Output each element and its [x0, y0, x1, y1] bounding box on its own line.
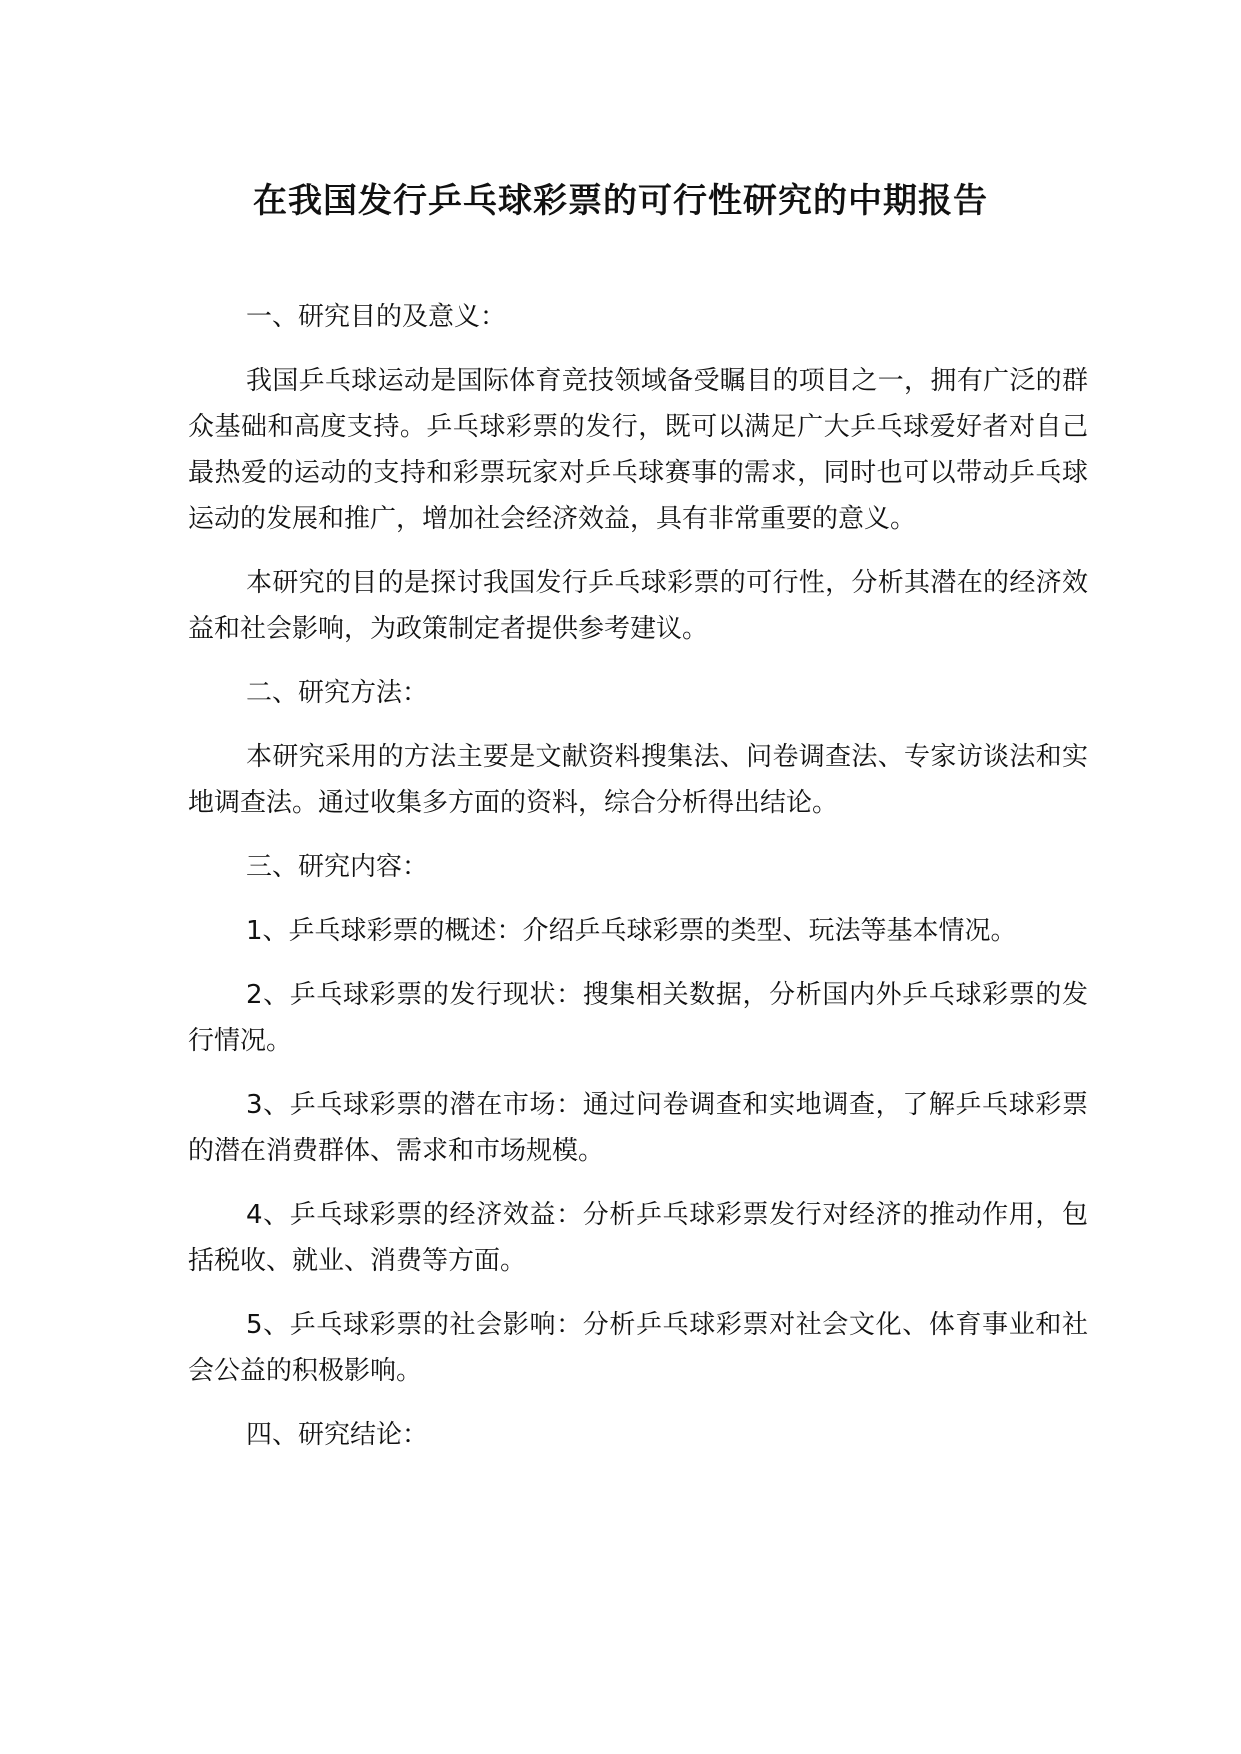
content-item-overview: 1、乒乓球彩票的概述：介绍乒乓球彩票的类型、玩法等基本情况。 [246, 916, 1017, 946]
section-heading-purpose: 一、研究目的及意义： [246, 302, 507, 332]
section-heading-conclusion: 四、研究结论： [246, 1420, 429, 1450]
section-heading-content: 三、研究内容： [246, 852, 429, 882]
content-item-potential-market: 3、乒乓球彩票的潜在市场：通过问卷调查和实地调查，了解乒乓球彩票的潜在消费群体、需求和市场规模。 [188, 1090, 1088, 1166]
content-item-current-status: 2、乒乓球彩票的发行现状：搜集相关数据，分析国内外乒乓球彩票的发行情况。 [188, 980, 1088, 1056]
section-heading-methods: 二、研究方法： [246, 678, 429, 708]
content-item-economic-benefit: 4、乒乓球彩票的经济效益：分析乒乓球彩票发行对经济的推动作用，包括税收、就业、消费等方面。 [188, 1200, 1088, 1276]
paragraph-research-goal: 本研究的目的是探讨我国发行乒乓球彩票的可行性，分析其潜在的经济效益和社会影响，为政策制定者提供参考建议。 [188, 568, 1088, 644]
paragraph-significance: 我国乒乓球运动是国际体育竞技领域备受瞩目的项目之一，拥有广泛的群众基础和高度支持。乒乓球彩票的发行，既可以满足广大乒乓球爱好者对自己最热爱的运动的支持和彩票玩家对乒乓球赛事的需求，同时也可以带动乒乓球运动的发展和推广，增加社会经济效益，具有非常重要的意义。 [188, 366, 1088, 534]
document-title: 在我国发行乒乓球彩票的可行性研究的中期报告 [253, 181, 988, 221]
document-body [188, 294, 1088, 1476]
content-item-social-impact: 5、乒乓球彩票的社会影响：分析乒乓球彩票对社会文化、体育事业和社会公益的积极影响。 [188, 1310, 1088, 1386]
paragraph-methods: 本研究采用的方法主要是文献资料搜集法、问卷调查法、专家访谈法和实地调查法。通过收集多方面的资料，综合分析得出结论。 [188, 742, 1088, 818]
